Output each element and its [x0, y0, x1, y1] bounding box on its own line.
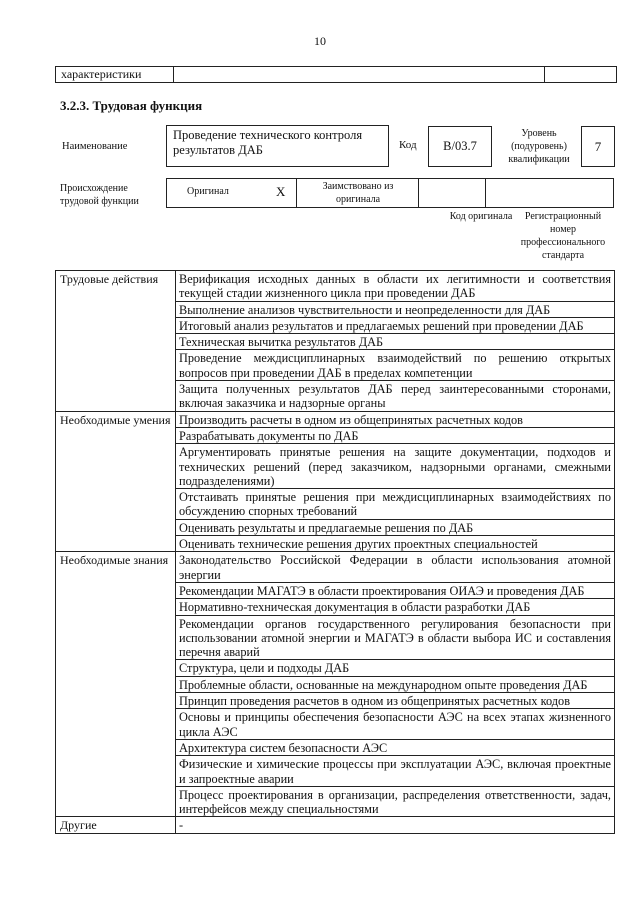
- table-cell: Техническая вычитка результатов ДАБ: [176, 334, 615, 350]
- group-label: Необходимые знания: [56, 552, 176, 817]
- group-label: Трудовые действия: [56, 271, 176, 412]
- name-value: Проведение технического контроля результатов ДАБ: [166, 125, 389, 167]
- labor-function-table: [55, 270, 615, 834]
- table-cell: Процесс проектирования в организации, распределения ответственности, задач, интерфейсов между специальностями: [176, 786, 615, 817]
- origin-label: Происхождение трудовой функции: [60, 183, 139, 207]
- strip-divider: [544, 67, 545, 82]
- table-cell: Оценивать результаты и предлагаемые решения по ДАБ: [176, 519, 615, 535]
- origin-divider-3: [485, 178, 486, 208]
- table-cell: Проведение междисциплинарных взаимодействий по решению открытых вопросов при проведении ДАБ в пределах компетенции: [176, 350, 615, 381]
- table-row: [56, 271, 615, 302]
- table-row: [56, 817, 615, 833]
- code-value: B/03.7: [428, 126, 492, 167]
- original-option: Оригинал: [187, 186, 229, 197]
- table-cell: Архитектура систем безопасности АЭС: [176, 739, 615, 755]
- code-original-caption: Код оригинала: [449, 211, 513, 222]
- table-cell: Законодательство Российской Федерации в области использования атомной энергии: [176, 552, 615, 583]
- table-cell: Производить расчеты в одном из общепринятых расчетных кодов: [176, 411, 615, 427]
- origin-divider-2: [418, 178, 419, 208]
- level-value: 7: [581, 126, 615, 167]
- table-cell: Оценивать технические решения других проектных специальностей: [176, 536, 615, 552]
- table-row: [56, 552, 615, 583]
- table-row: [56, 411, 615, 427]
- code-label: Код: [399, 139, 417, 151]
- table-cell: Верификация исходных данных в области их легитимности и соответствия текущей стадии жизненного цикла при проведении ДАБ: [176, 271, 615, 302]
- table-cell: Структура, цели и подходы ДАБ: [176, 660, 615, 676]
- table-cell: Принцип проведения расчетов в одном из общепринятых расчетных кодов: [176, 693, 615, 709]
- group-label: Необходимые умения: [56, 411, 176, 552]
- table-cell: Основы и принципы обеспечения безопасности АЭС на всех этапах жизненного цикла АЭС: [176, 709, 615, 740]
- table-cell: Разрабатывать документы по ДАБ: [176, 427, 615, 443]
- origin-divider-1: [296, 178, 297, 208]
- table-cell: Итоговый анализ результатов и предлагаемых решений при проведении ДАБ: [176, 317, 615, 333]
- table-cell: Нормативно-техническая документация в области разработки ДАБ: [176, 599, 615, 615]
- table-cell: Аргументировать принятые решения на защите документации, подходов и технических решений (перед заказчиком, надзорными органами, смежными подразделениями): [176, 444, 615, 489]
- table-cell: Отстаивать принятые решения при междисциплинарных взаимодействиях по обсуждению спорных требований: [176, 489, 615, 520]
- characteristics-label: характеристики: [56, 67, 174, 82]
- reg-number-caption: Регистрационный номер профессионального стандарта: [520, 211, 606, 261]
- level-label: Уровень (подуровень) квалификации: [508, 128, 570, 165]
- group-label: Другие: [56, 817, 176, 833]
- borrowed-option: Заимствовано из оригинала: [322, 181, 394, 205]
- top-characteristics-row: [55, 66, 617, 83]
- table-cell: Защита полученных результатов ДАБ перед заинтересованными сторонами, включая заказчика и надзорные органы: [176, 381, 615, 412]
- page-number: 10: [314, 34, 326, 48]
- table-cell: Проблемные области, основанные на международном опыте проведения ДАБ: [176, 676, 615, 692]
- table-cell: -: [176, 817, 615, 833]
- section-title: 3.2.3. Трудовая функция: [60, 98, 203, 113]
- table-cell: Рекомендации органов государственного регулирования безопасности при использовании атомной энергии и МАГАТЭ в области выбора ИС и составления перечня аварий: [176, 615, 615, 660]
- table-cell: Физические и химические процессы при эксплуатации АЭС, включая проектные и запроектные аварии: [176, 756, 615, 787]
- table-cell: Рекомендации МАГАТЭ в области проектирования ОИАЭ и проведения ДАБ: [176, 582, 615, 598]
- table-cell: Выполнение анализов чувствительности и неопределенности для ДАБ: [176, 301, 615, 317]
- original-mark: X: [276, 184, 286, 199]
- name-label: Наименование: [62, 141, 128, 152]
